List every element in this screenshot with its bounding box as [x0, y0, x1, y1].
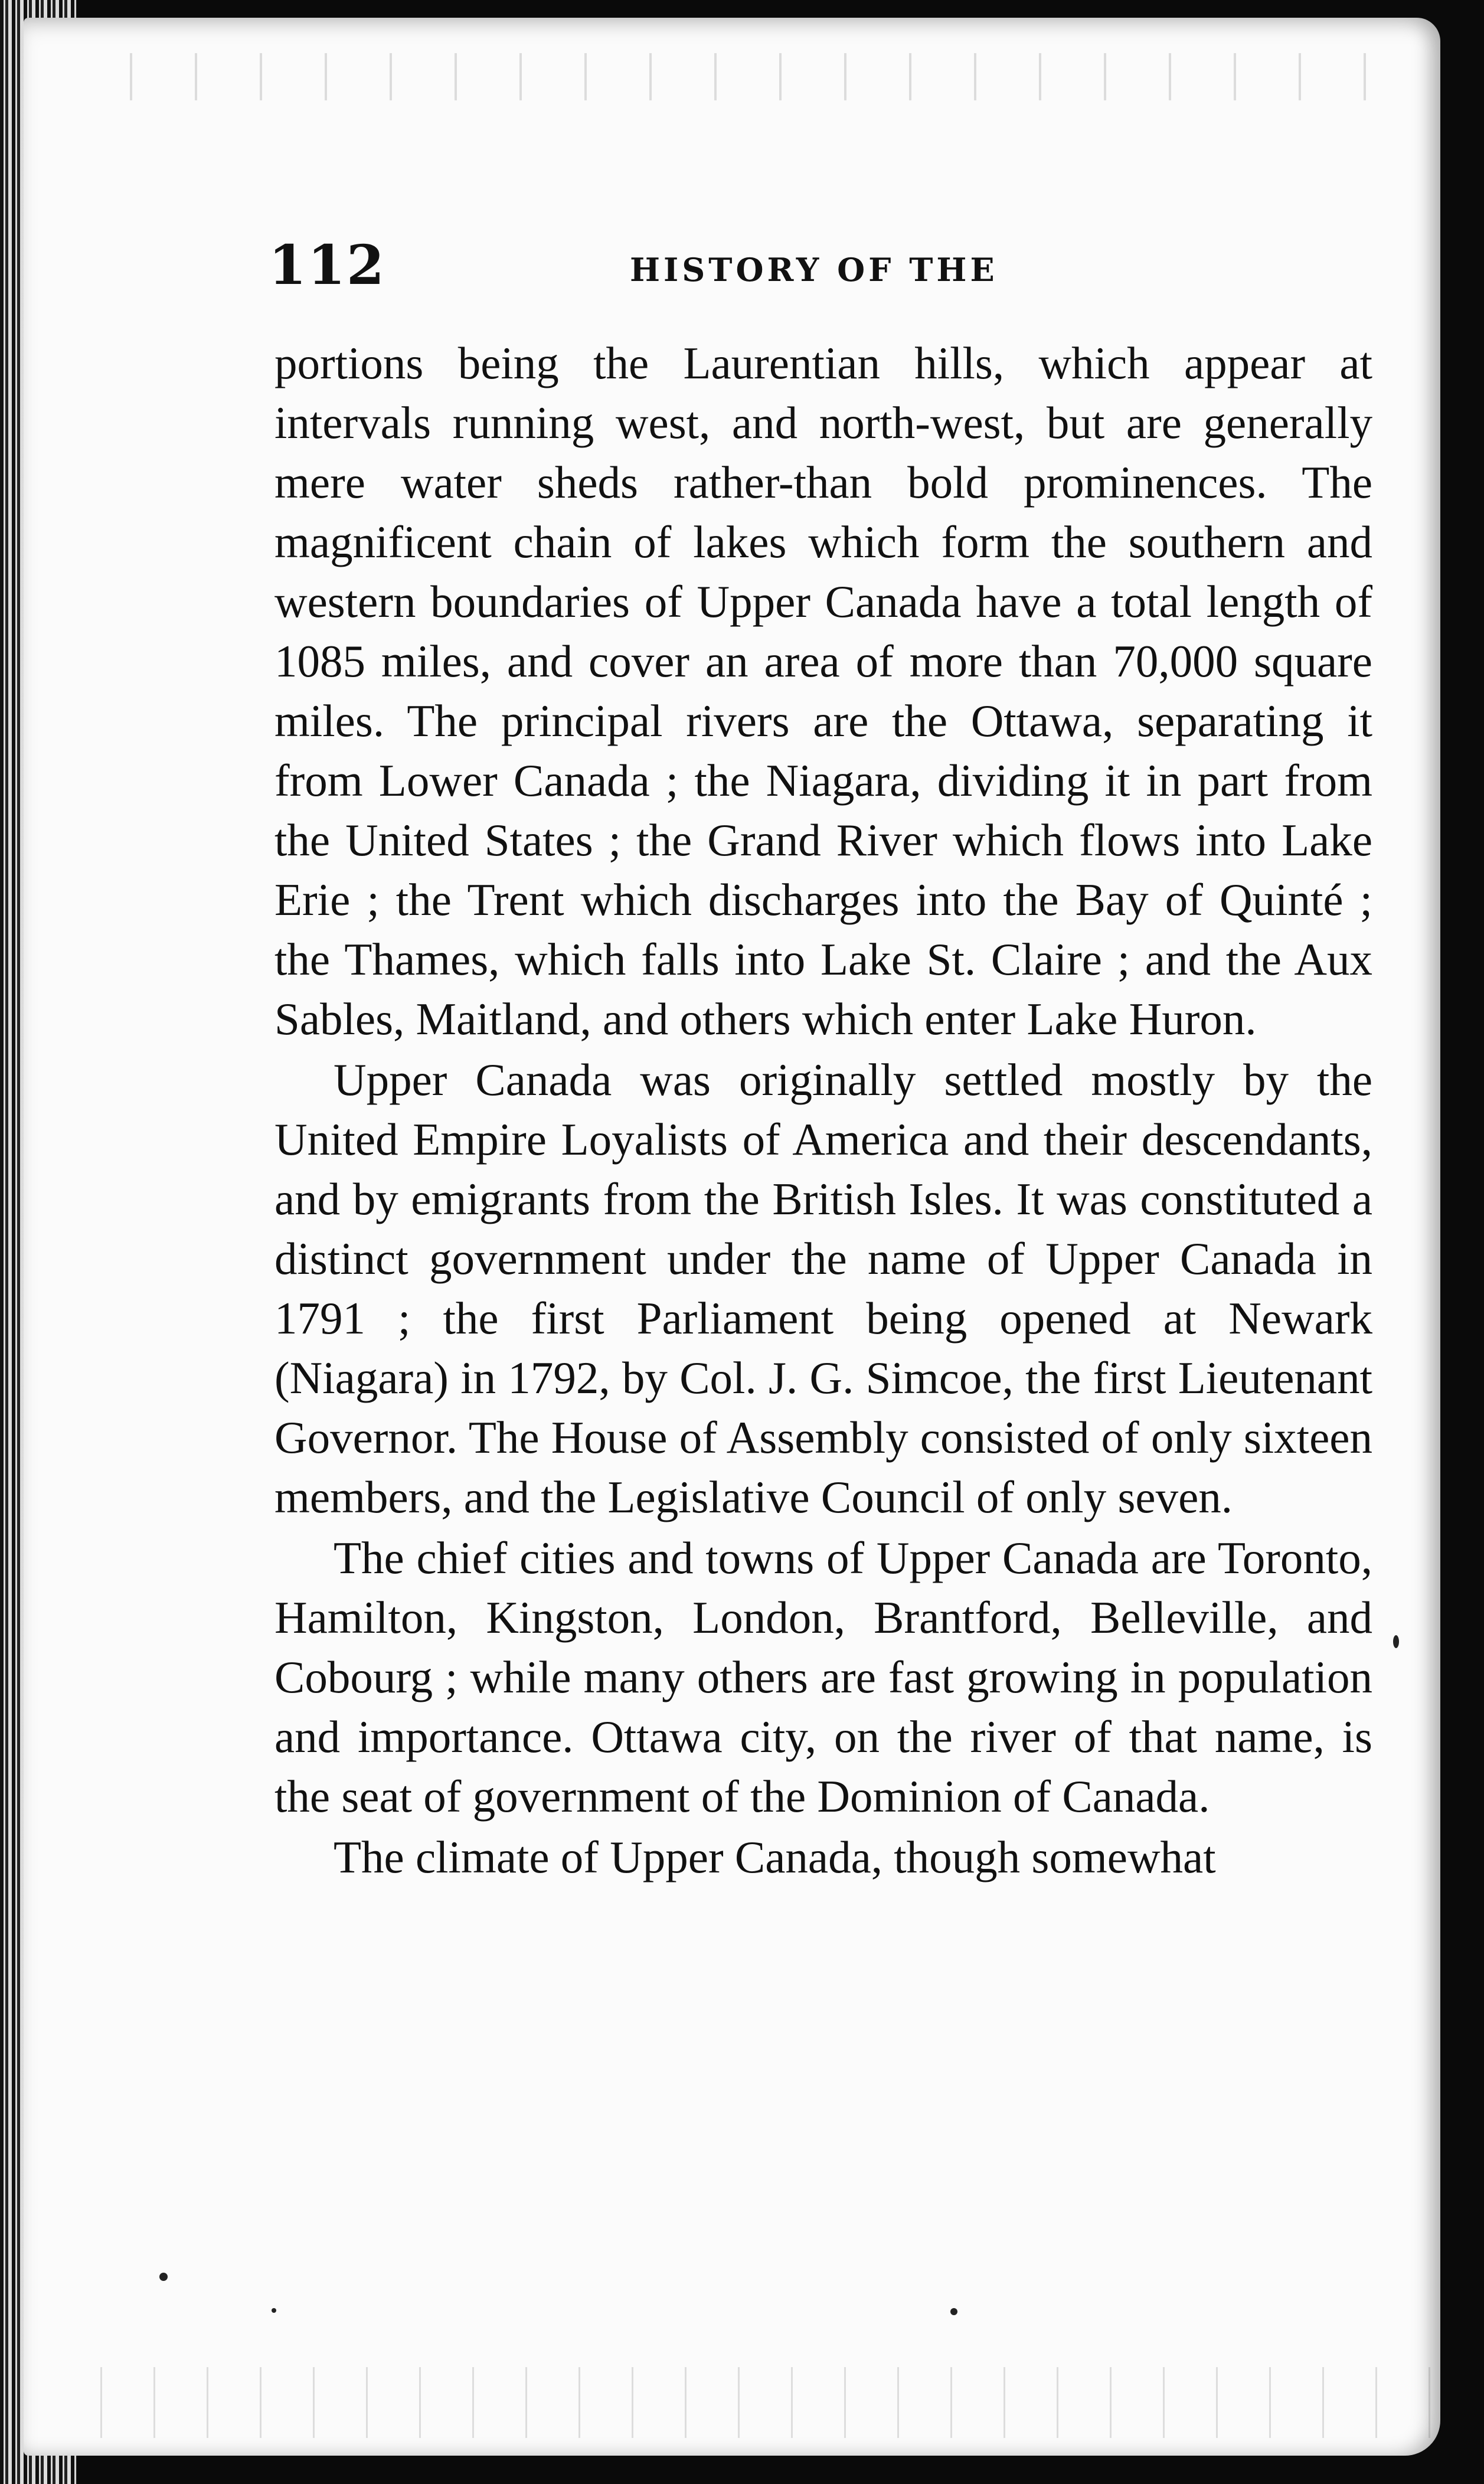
ink-speck [272, 2308, 276, 2313]
scan-noise-bottom [83, 2367, 1440, 2438]
paragraph-3: The chief cities and towns of Upper Canada are Toronto, Hamilton, Kingston, London, Brantford, Belleville, and Cobourg ; while many others are fast growing in population and importance. Ottawa city, on the river of that name, is the seat of government of the Dominion of Canada. [274, 1532, 1372, 1822]
running-head: HISTORY OF THE [630, 251, 998, 289]
page-header [269, 233, 1390, 304]
ink-speck [1393, 1635, 1399, 1648]
page-number: 112 [269, 233, 386, 297]
paragraph-4: The climate of Upper Canada, though somewhat [334, 1832, 1216, 1882]
paragraph-1: portions being the Laurentian hills, which appear at intervals running west, and north-west, but are generally mere water sheds rather-than bold prominences. The magnificent chain of lakes which form the southern and western boundaries of Upper Canada have a total length of 1085 miles, and cover an area of more than 70,000 square miles. The principal rivers are the Ottawa, separating it from Lower Canada ; the Niagara, dividing it in part from the United States ; the Grand River which flows into Lake Erie ; the Trent which discharges into the Bay of Quinté ; the Thames, which falls into Lake St. Claire ; and the Aux Sables, Maitland, and others which enter Lake Huron. [274, 338, 1372, 1044]
ink-speck [159, 2273, 168, 2281]
ink-speck [950, 2308, 957, 2315]
paragraph-2: Upper Canada was originally settled mostly by the United Empire Loyalists of America and their descendants, and by emigrants from the British Isles. It was constituted a distinct government under the name of Upper Canada in 1791 ; the first Parliament being opened at Newark (Niagara) in 1792, by Col. J. G. Simcoe, the first Lieutenant Governor. The House of Assembly consisted of only sixteen members, and the Legislative Council of only seven. [274, 1054, 1372, 1522]
scan-noise-top [106, 53, 1405, 100]
body-text [274, 334, 1372, 1887]
